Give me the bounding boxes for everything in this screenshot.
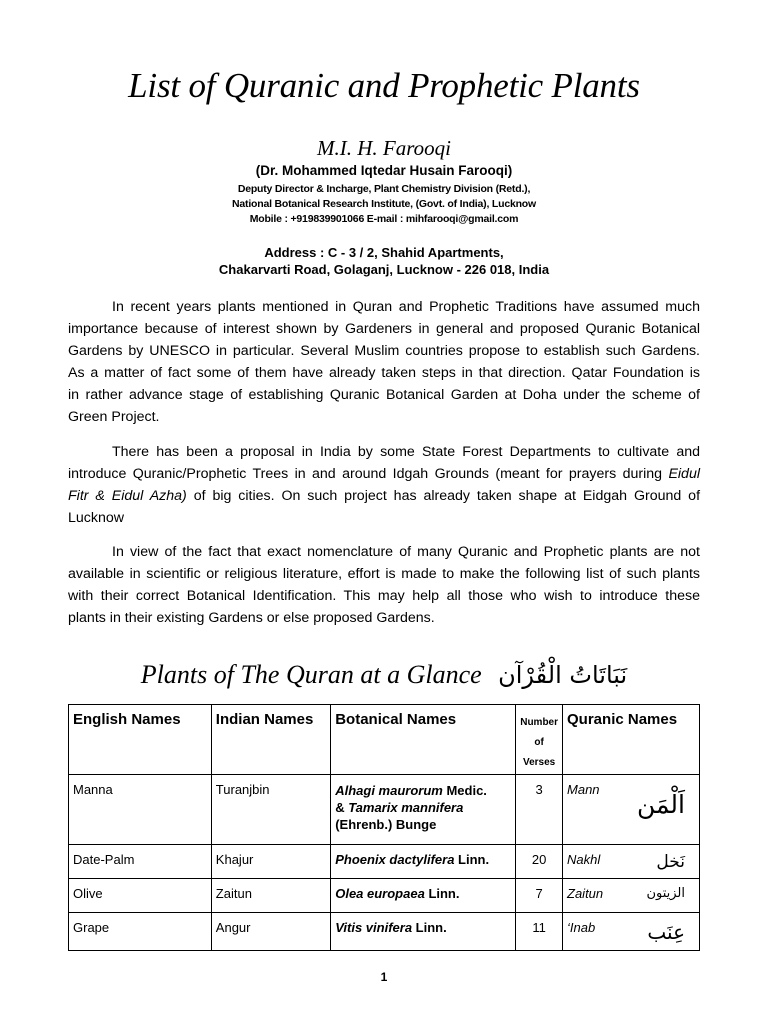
paragraph-3 — [68, 541, 700, 629]
cell-english: Date-Palm — [69, 845, 212, 879]
author-name: M.I. H. Farooqi — [317, 136, 451, 160]
cell-indian: Khajur — [211, 845, 330, 879]
page-number: 1 — [380, 970, 388, 984]
plants-table — [68, 704, 700, 951]
table-row — [69, 879, 700, 913]
paragraph-line: Green Project. — [68, 409, 160, 425]
paragraph-line: Lucknow — [68, 510, 124, 526]
paragraph-line: Gardens by UNESCO in particular. Several Muslim countries propose to establish such Gardens. — [68, 343, 700, 359]
cell-quranic — [563, 775, 700, 845]
cell-indian: Zaitun — [211, 879, 330, 913]
document-title: List of Quranic and Prophetic Plants — [128, 66, 640, 105]
address-line: Chakarvarti Road, Golaganj, Lucknow - 226 018, India — [218, 262, 550, 277]
column-header-verses: Number of Verses — [516, 705, 563, 775]
author-full-name: (Dr. Mohammed Iqtedar Husain Farooqi) — [255, 163, 513, 178]
quranic-arabic: اَلْمَن — [636, 790, 685, 819]
cell-verses: 7 — [516, 879, 563, 913]
quranic-arabic: عِنَب — [647, 920, 685, 944]
paragraph-1 — [68, 296, 700, 428]
paragraph-line: available in scientific or religious literature, effort is made to make the following list of such plants — [68, 566, 700, 582]
address-line: Address : C - 3 / 2, Shahid Apartments, — [264, 245, 504, 260]
paragraph-text: introduce Quranic/Prophetic Trees in and around Idgah Grounds (meant for prayers during — [68, 466, 669, 482]
cell-botanical: Vitis vinifera Linn. — [331, 913, 516, 951]
contact-line: Mobile : +919839901066 E-mail : mihfarooqi@gmail.com — [249, 213, 519, 225]
paragraph-text: of big cities. On such project has already taken shape at Eidgah Ground of — [186, 488, 701, 504]
table-row — [69, 845, 700, 879]
quranic-arabic: الزيتون — [646, 886, 685, 901]
table-header-row — [69, 705, 700, 775]
cell-english: Olive — [69, 879, 212, 913]
section-arabic-title: نَبَاتَاتُ الْقُرْآن — [498, 661, 628, 689]
paragraph-line: In view of the fact that exact nomenclature of many Quranic and Prophetic plants are not — [112, 544, 700, 560]
affiliation-line: National Botanical Research Institute, (Govt. of India), Lucknow — [232, 198, 536, 210]
paragraph-line: importance because of interest shown by Gardeners in general and proposed Quranic Botanical — [68, 321, 700, 337]
paragraph-line: plants in their existing Gardens or else proposed Gardens. — [68, 610, 435, 626]
column-header-english: English Names — [69, 705, 212, 775]
paragraph-italic-text: Eidul — [668, 466, 700, 482]
paragraph-line: There has been a proposal in India by some State Forest Departments to cultivate and — [112, 444, 700, 460]
paragraph-line: As a matter of fact some of them have already taken steps in that direction. Qatar Foundation is — [68, 365, 700, 381]
quranic-transliteration: Zaitun — [567, 886, 604, 901]
cell-quranic — [563, 879, 700, 913]
column-header-quranic: Quranic Names — [563, 705, 700, 775]
affiliation-line: Deputy Director & Incharge, Plant Chemistry Division (Retd.), — [237, 183, 531, 195]
paragraph-line: with their correct Botanical Identification. This may help all those who wish to introduce these — [68, 588, 700, 604]
column-header-botanical: Botanical Names — [331, 705, 516, 775]
cell-english: Manna — [69, 775, 212, 845]
quranic-transliteration: ‘Inab — [567, 920, 596, 935]
cell-english: Grape — [69, 913, 212, 951]
paragraph-italic-text: Fitr & Eidul Azha) — [68, 488, 187, 504]
quranic-transliteration: Nakhl — [567, 852, 601, 867]
cell-verses: 11 — [516, 913, 563, 951]
cell-quranic — [563, 913, 700, 951]
section-heading — [0, 660, 768, 690]
quranic-arabic: نَخل — [656, 852, 685, 872]
section-title: Plants of The Quran at a Glance — [140, 660, 482, 689]
cell-quranic — [563, 845, 700, 879]
column-header-indian: Indian Names — [211, 705, 330, 775]
table-row — [69, 913, 700, 951]
cell-indian: Turanjbin — [211, 775, 330, 845]
table-row — [69, 775, 700, 845]
cell-verses: 20 — [516, 845, 563, 879]
paragraph-line: In recent years plants mentioned in Quran and Prophetic Traditions have assumed much — [112, 299, 700, 315]
cell-verses: 3 — [516, 775, 563, 845]
cell-botanical: Olea europaea Linn. — [331, 879, 516, 913]
paragraph-line: in rather advance stage of establishing Quranic Botanical Garden at Doha under the scheme of — [68, 387, 700, 403]
cell-botanical: Phoenix dactylifera Linn. — [331, 845, 516, 879]
quranic-transliteration: Mann — [567, 782, 600, 797]
cell-botanical: Alhagi maurorum Medic. & Tamarix mannifera (Ehrenb.) Bunge — [331, 775, 516, 845]
paragraph-2 — [68, 441, 700, 529]
cell-indian: Angur — [211, 913, 330, 951]
